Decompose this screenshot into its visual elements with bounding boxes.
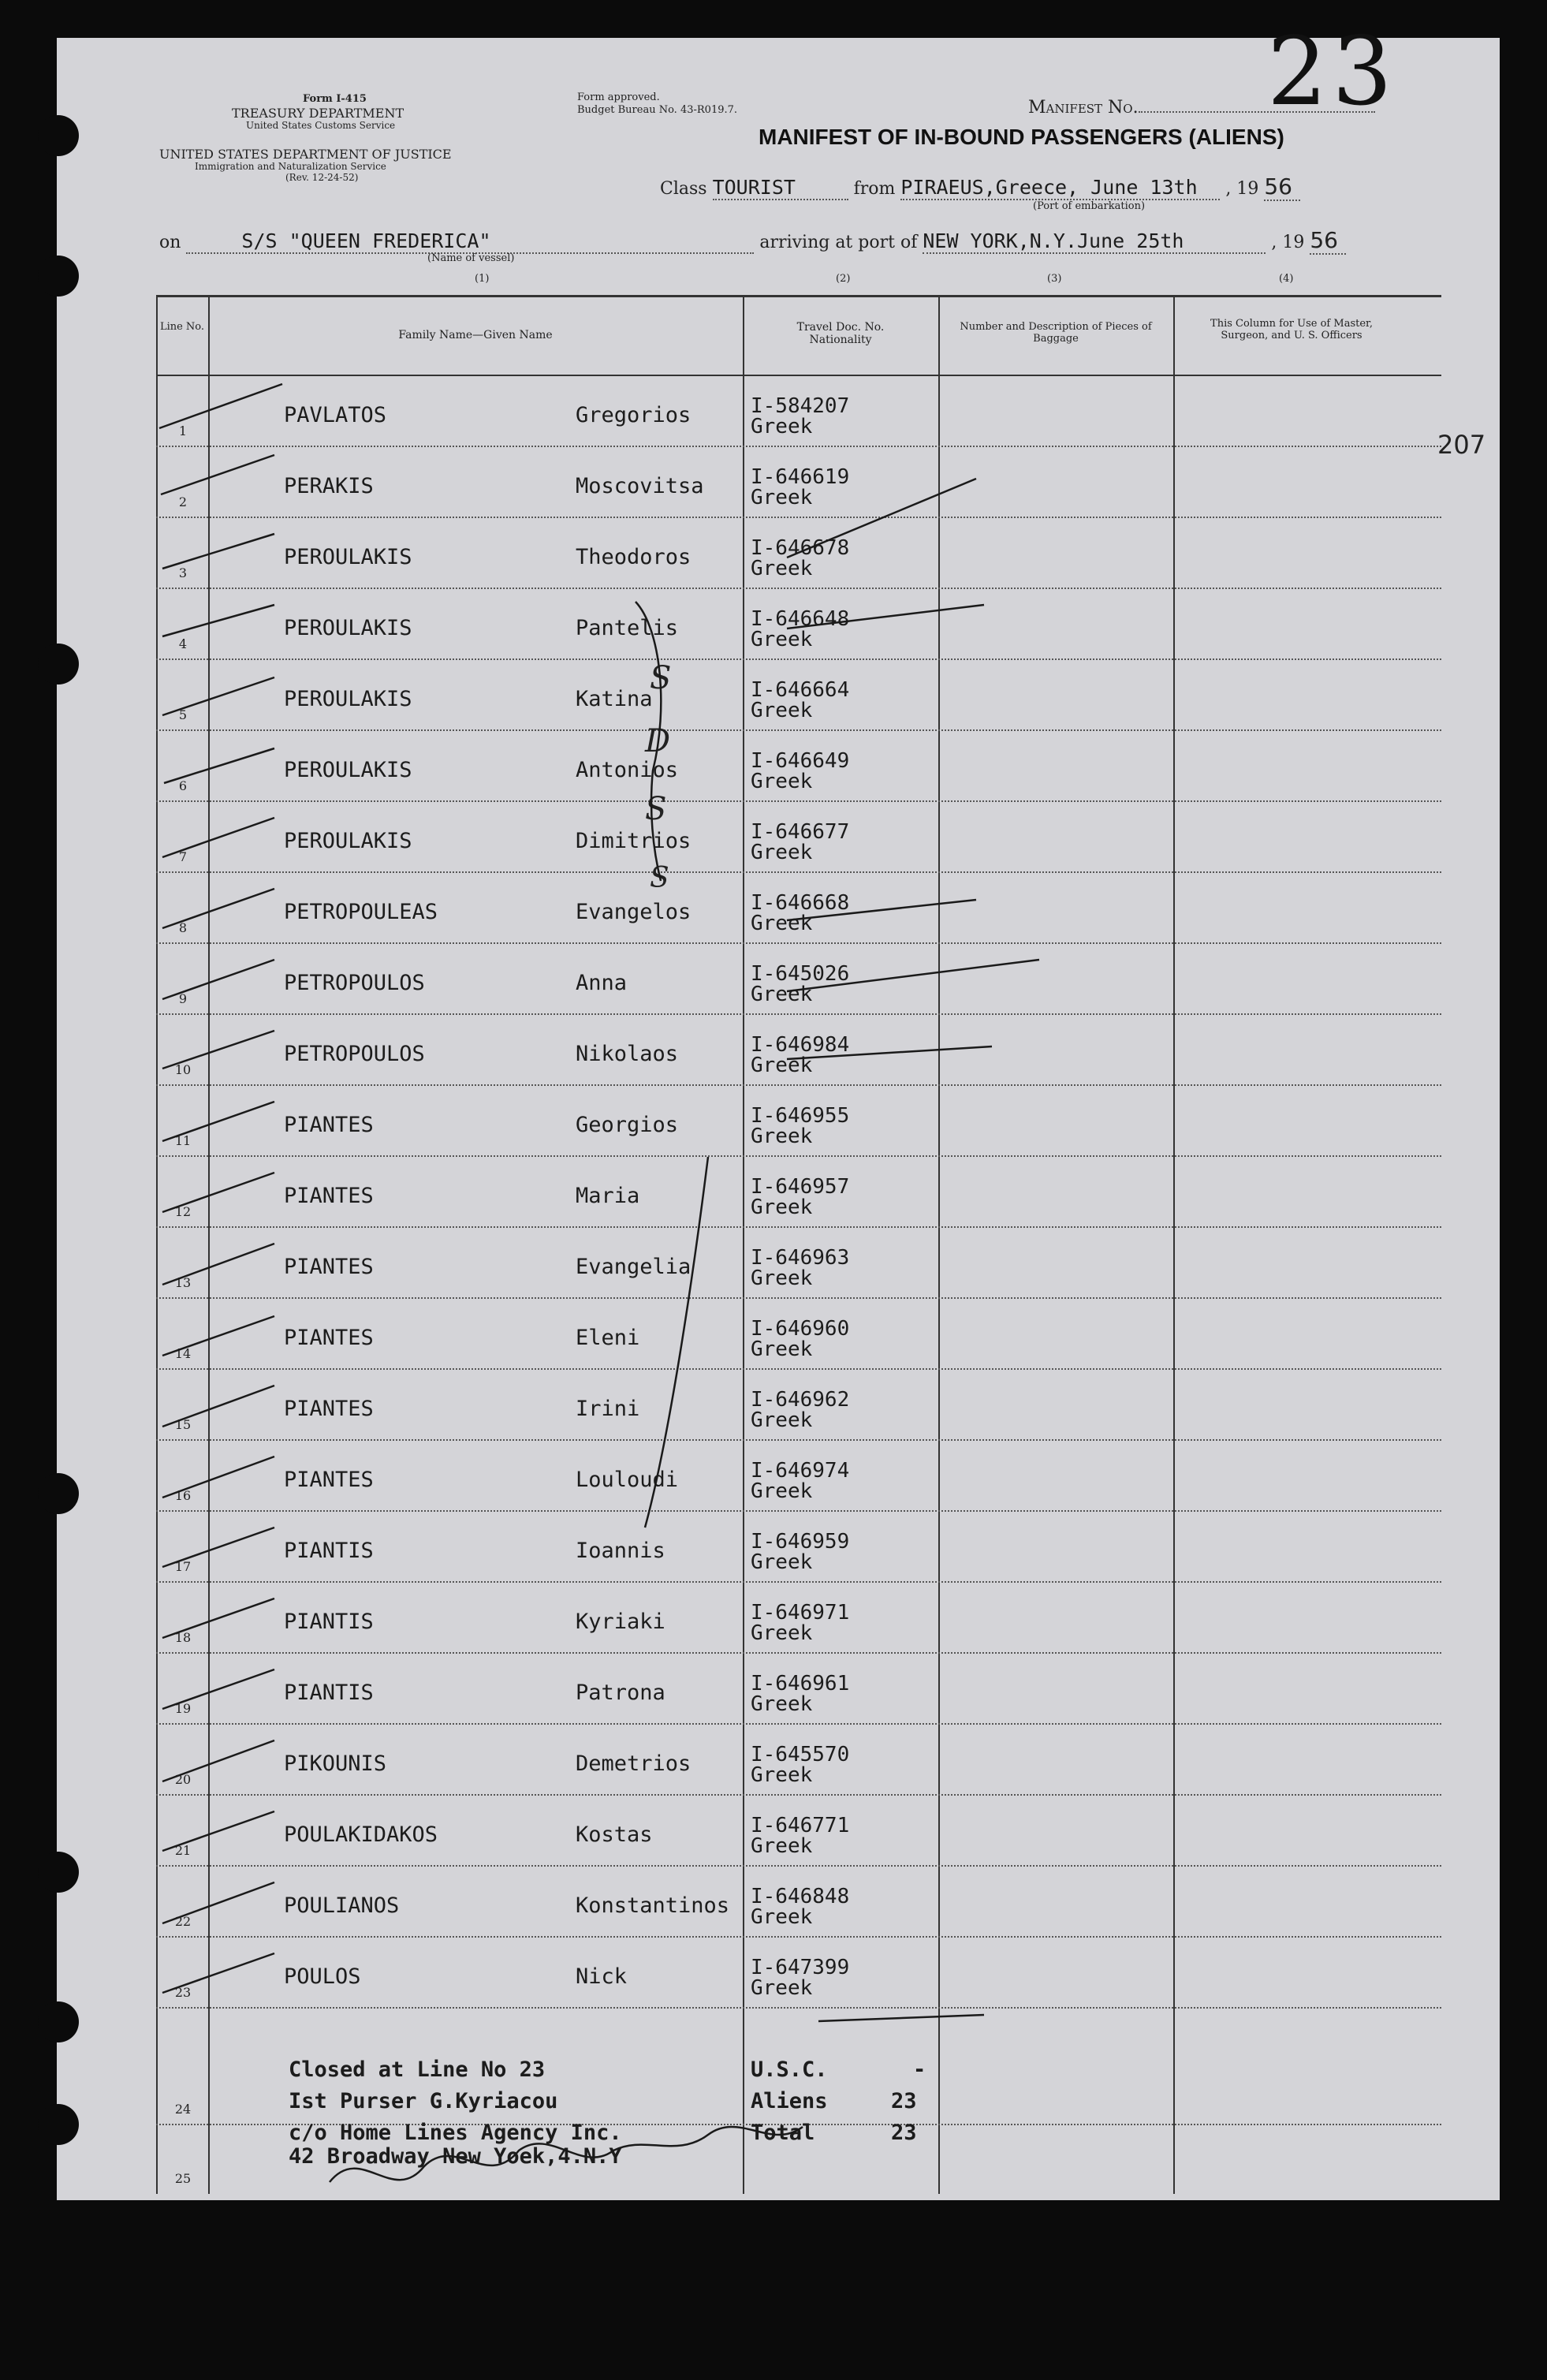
family-name: POULAKIDAKOS	[284, 1822, 438, 1847]
family-name: PIANTIS	[284, 1610, 374, 1634]
table-row	[156, 658, 1441, 729]
nationality: Greek	[751, 1125, 813, 1148]
line-number-24: 24	[174, 2102, 192, 2117]
table-row	[156, 1297, 1441, 1368]
travel-doc-number: I-646974	[751, 1459, 850, 1483]
table-row	[156, 1936, 1441, 2007]
passenger-table	[156, 295, 1486, 2194]
agency-address: 42 Broadway New Yoek,4.N.Y	[289, 2144, 622, 2169]
given-name: Louloudi	[576, 1468, 679, 1492]
embarkation-year: 56	[1264, 173, 1300, 201]
table-row	[156, 942, 1441, 1013]
purser-name: Ist Purser G.Kyriacou	[289, 2089, 558, 2113]
column-header-line-no: Line No.	[159, 321, 205, 333]
travel-doc-number: I-646984	[751, 1033, 850, 1057]
table-row	[156, 375, 1441, 446]
line-number: 4	[178, 636, 188, 651]
binder-hole	[38, 2001, 79, 2042]
table-row	[156, 1013, 1441, 1084]
table-row	[156, 1652, 1441, 1723]
given-name: Theodoros	[576, 545, 691, 569]
arrival-port-value: NEW YORK,N.Y.June 25th	[923, 229, 1266, 254]
table-row	[156, 1581, 1441, 1652]
travel-doc-number: I-646649	[751, 749, 850, 773]
line-number: 18	[174, 1630, 192, 1645]
binder-hole	[38, 643, 79, 685]
nationality: Greek	[751, 841, 813, 864]
family-name: PIANTES	[284, 1255, 374, 1279]
document-title: MANIFEST OF IN-BOUND PASSENGERS (ALIENS)	[759, 125, 1284, 149]
class-value: TOURIST	[713, 176, 848, 200]
travel-doc-number: I-646648	[751, 607, 850, 631]
family-name: PIANTES	[284, 1113, 374, 1137]
travel-doc-number: I-646677	[751, 820, 850, 844]
nationality: Greek	[751, 1621, 813, 1645]
line-number: 9	[178, 991, 188, 1006]
vessel-value: S/S "QUEEN FREDERICA"	[186, 229, 754, 254]
table-row	[156, 871, 1441, 942]
closed-at-line: Closed at Line No 23	[289, 2057, 546, 2082]
col-num-2: (2)	[836, 273, 851, 285]
travel-doc-number: I-647399	[751, 1956, 850, 1979]
binder-hole	[38, 2104, 79, 2145]
table-row	[156, 1439, 1441, 1510]
travel-doc-number: I-646668	[751, 891, 850, 915]
form-approved-label: Form approved.	[577, 91, 660, 103]
family-name: PETROPOULOS	[284, 1042, 425, 1066]
table-row	[156, 1865, 1441, 1936]
nationality: Greek	[751, 1408, 813, 1432]
col-num-3: (3)	[1047, 273, 1062, 285]
table-row	[156, 1226, 1441, 1297]
given-name: Maria	[576, 1184, 640, 1208]
table-row	[156, 446, 1441, 517]
nationality: Greek	[751, 557, 813, 580]
line-number: 15	[174, 1417, 192, 1432]
column-header-name: Family Name—Given Name	[398, 329, 553, 341]
line-number: 14	[174, 1346, 192, 1361]
nationality: Greek	[751, 415, 813, 438]
family-name: PERAKIS	[284, 474, 374, 498]
binder-hole	[38, 1473, 79, 1514]
family-name: PETROPOULOS	[284, 971, 425, 995]
treasury-label: TREASURY DEPARTMENT	[232, 106, 404, 121]
nationality: Greek	[751, 1479, 813, 1503]
column-header-baggage: Number and Description of Pieces of Baggage	[960, 321, 1152, 345]
line-number: 5	[178, 707, 188, 722]
table-row	[156, 1723, 1441, 1794]
line-number: 13	[174, 1275, 192, 1290]
given-name: Antonios	[576, 758, 679, 782]
family-name: PIANTIS	[284, 1681, 374, 1705]
given-name: Dimitrios	[576, 829, 691, 853]
total-value: 23	[891, 2121, 917, 2145]
nationality: Greek	[751, 1550, 813, 1574]
family-name: PIKOUNIS	[284, 1751, 387, 1776]
given-name: Kostas	[576, 1822, 653, 1847]
embarkation-value: PIRAEUS,Greece, June 13th	[900, 176, 1220, 200]
given-name: Kyriaki	[576, 1610, 665, 1634]
page-number: 23	[1267, 17, 1397, 127]
nationality: Greek	[751, 628, 813, 651]
family-name: PEROULAKIS	[284, 545, 412, 569]
binder-hole	[38, 1852, 79, 1893]
usc-value: -	[913, 2057, 926, 2082]
usc-label: U.S.C.	[751, 2057, 828, 2082]
aliens-label: Aliens	[751, 2089, 828, 2113]
side-number: 207	[1437, 430, 1486, 460]
given-name: Nikolaos	[576, 1042, 679, 1066]
manifest-no-label: Manifest No.	[1028, 98, 1375, 118]
table-row	[156, 729, 1441, 800]
nationality: Greek	[751, 699, 813, 722]
line-number: 8	[178, 920, 188, 935]
family-name: PAVLATOS	[284, 403, 387, 427]
margin-mark-s: S	[650, 862, 669, 894]
travel-doc-number: I-646961	[751, 1672, 850, 1695]
family-name: PIANTES	[284, 1397, 374, 1421]
nationality: Greek	[751, 1266, 813, 1290]
given-name: Moscovitsa	[576, 474, 704, 498]
nationality: Greek	[751, 1976, 813, 2000]
total-label: Total	[751, 2121, 815, 2145]
margin-mark-d: D	[645, 723, 671, 759]
family-name: PEROULAKIS	[284, 758, 412, 782]
aliens-value: 23	[891, 2089, 917, 2113]
nationality: Greek	[751, 770, 813, 793]
binder-hole	[38, 115, 79, 156]
given-name: Evangelia	[576, 1255, 691, 1279]
line-number: 22	[174, 1914, 192, 1929]
given-name: Irini	[576, 1397, 640, 1421]
travel-doc-number: I-646664	[751, 678, 850, 702]
family-name: POULOS	[284, 1964, 361, 1989]
table-row	[156, 588, 1441, 658]
travel-doc-number: I-646962	[751, 1388, 850, 1412]
travel-doc-number: I-584207	[751, 394, 850, 418]
nationality: Greek	[751, 1763, 813, 1787]
line-number: 6	[178, 778, 188, 793]
line-number: 11	[174, 1133, 192, 1148]
margin-mark-s: S	[645, 791, 667, 827]
given-name: Eleni	[576, 1326, 640, 1350]
given-name: Ioannis	[576, 1539, 665, 1563]
table-row	[156, 1794, 1441, 1865]
revision-label: (Rev. 12-24-52)	[285, 172, 359, 183]
line-number: 3	[178, 565, 188, 580]
travel-doc-number: I-646955	[751, 1104, 850, 1128]
agency-name: c/o Home Lines Agency Inc.	[289, 2121, 622, 2145]
line-number: 21	[174, 1843, 192, 1858]
family-name: PEROULAKIS	[284, 616, 412, 640]
customs-label: United States Customs Service	[246, 120, 396, 131]
travel-doc-number: I-646619	[751, 465, 850, 489]
budget-bureau-label: Budget Bureau No. 43-R019.7.	[577, 104, 738, 116]
immigration-label: Immigration and Naturalization Service	[195, 161, 386, 172]
given-name: Konstantinos	[576, 1893, 730, 1918]
form-number: Form I-415	[303, 93, 367, 105]
travel-doc-number: I-646848	[751, 1885, 850, 1908]
table-row	[156, 1510, 1441, 1581]
nationality: Greek	[751, 1905, 813, 1929]
travel-doc-number: I-646971	[751, 1601, 850, 1625]
travel-doc-number: I-646771	[751, 1814, 850, 1837]
arrival-year: 56	[1310, 227, 1346, 255]
travel-doc-number: I-645026	[751, 962, 850, 986]
line-number: 2	[178, 494, 188, 509]
vessel-arrival-line: on S/S "QUEEN FREDERICA" arriving at port of NEW YORK,N.Y.June 25th , 19 56	[159, 227, 1346, 255]
line-number: 19	[174, 1701, 192, 1716]
family-name: PIANTIS	[284, 1539, 374, 1563]
nationality: Greek	[751, 1337, 813, 1361]
travel-doc-number: I-646959	[751, 1530, 850, 1554]
given-name: Pantelis	[576, 616, 679, 640]
table-row	[156, 1368, 1441, 1439]
nationality: Greek	[751, 1054, 813, 1077]
class-from-line: Class TOURIST from PIRAEUS,Greece, June 13th , 19 56	[660, 173, 1300, 201]
col-num-1: (1)	[475, 273, 490, 285]
binder-hole	[38, 256, 79, 297]
nationality: Greek	[751, 486, 813, 509]
column-header-travel-doc: Travel Doc. No. Nationality	[796, 321, 885, 346]
column-header-officers: This Column for Use of Master, Surgeon, and U. S. Officers	[1210, 318, 1373, 341]
col-num-4: (4)	[1279, 273, 1294, 285]
given-name: Patrona	[576, 1681, 665, 1705]
family-name: PETROPOULEAS	[284, 900, 438, 924]
given-name: Georgios	[576, 1113, 679, 1137]
line-number: 7	[178, 849, 188, 864]
nationality: Greek	[751, 983, 813, 1006]
family-name: PIANTES	[284, 1184, 374, 1208]
given-name: Katina	[576, 687, 653, 711]
port-caption: (Port of embarkation)	[1033, 200, 1146, 212]
table-row	[156, 517, 1441, 588]
nationality: Greek	[751, 1692, 813, 1716]
line-number: 12	[174, 1204, 192, 1219]
table-row	[156, 1084, 1441, 1155]
manifest-sheet	[57, 17, 1500, 2200]
family-name: POULIANOS	[284, 1893, 400, 1918]
travel-doc-number: I-646678	[751, 536, 850, 560]
margin-mark-s: S	[650, 660, 672, 696]
travel-doc-number: I-646957	[751, 1175, 850, 1199]
table-row	[156, 1155, 1441, 1226]
family-name: PIANTES	[284, 1468, 374, 1492]
travel-doc-number: I-646963	[751, 1246, 850, 1270]
nationality: Greek	[751, 1196, 813, 1219]
line-number-25: 25	[174, 2171, 192, 2186]
travel-doc-number: I-646960	[751, 1317, 850, 1341]
line-number: 17	[174, 1559, 192, 1574]
line-number: 1	[178, 423, 188, 438]
given-name: Anna	[576, 971, 628, 995]
line-number: 23	[174, 1985, 192, 2000]
given-name: Nick	[576, 1964, 628, 1989]
nationality: Greek	[751, 1834, 813, 1858]
family-name: PEROULAKIS	[284, 687, 412, 711]
given-name: Evangelos	[576, 900, 691, 924]
family-name: PIANTES	[284, 1326, 374, 1350]
line-number: 16	[174, 1488, 192, 1503]
line-number: 10	[174, 1062, 192, 1077]
given-name: Gregorios	[576, 403, 691, 427]
travel-doc-number: I-645570	[751, 1743, 850, 1766]
family-name: PEROULAKIS	[284, 829, 412, 853]
justice-label: UNITED STATES DEPARTMENT OF JUSTICE	[159, 147, 452, 162]
table-row	[156, 800, 1441, 871]
given-name: Demetrios	[576, 1751, 691, 1776]
line-number: 20	[174, 1772, 192, 1787]
vessel-caption: (Name of vessel)	[427, 252, 515, 264]
nationality: Greek	[751, 912, 813, 935]
